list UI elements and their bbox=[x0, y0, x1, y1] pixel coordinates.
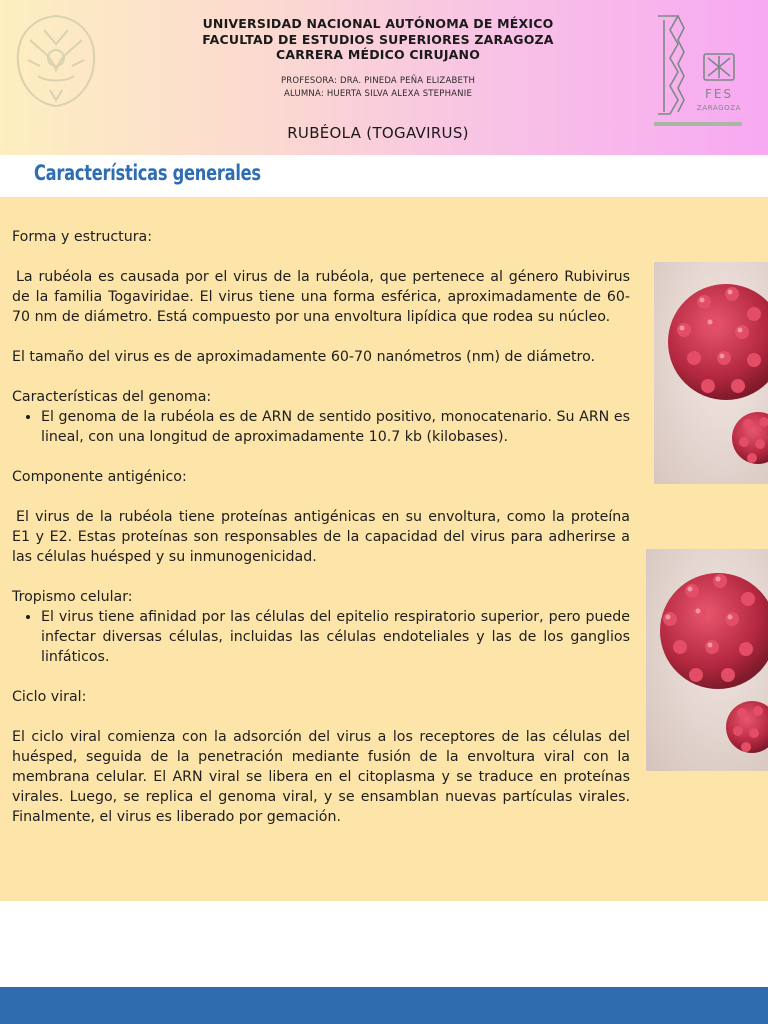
header-banner bbox=[0, 0, 768, 155]
tropismo-bullet: • El virus tiene afinidad por las células del epitelio respiratorio superior, pero puede infectar diversas células, incluidas las células endoteliales y las de los ganglios linfáticos. bbox=[41, 607, 630, 667]
antigenico-heading: Componente antigénico: bbox=[12, 469, 187, 485]
forma-paragraph-2: El tamaño del virus es de aproximadamente 60-70 nanómetros (nm) de diámetro. bbox=[12, 349, 596, 365]
university-name: UNIVERSIDAD NACIONAL AUTÓNOMA DE MÉXICO bbox=[202, 16, 554, 31]
logo-zaragoza-text: ZARAGOZA bbox=[696, 104, 742, 112]
ciclo-paragraph: El ciclo viral comienza con la adsorción del virus a los receptores de las células del huésped, seguida de la penetración mediante fusión de la envoltura viral con la membrana celular. El ARN viral se libera en el citoplasma y se traduce en proteínas virales. Luego, se replica el genoma viral, y se ensamblan nuevas partículas virales. Finalmente, el virus es liberado por gemación. bbox=[12, 729, 630, 825]
content-panel bbox=[0, 197, 768, 901]
genoma-bullet: • El genoma de la rubéola es de ARN de sentido positivo, monocatenario. Su ARN es lineal, con una longitud de aproximadamente 10.7 kb (kilobases). bbox=[41, 407, 630, 447]
forma-paragraph-1: La rubéola es causada por el virus de la rubéola, que pertenece al género Rubivirus de la familia Togaviridae. El virus tiene una forma esférica, aproximadamente de 60-70 nm de diámetro. Está compuesto por una envoltura lipídica que rodea su núcleo. bbox=[12, 269, 630, 325]
genoma-heading: Características del genoma: bbox=[12, 389, 212, 405]
section-title: Características generales bbox=[34, 161, 261, 185]
fes-zaragoza-logo-icon bbox=[648, 12, 748, 130]
unam-crest-icon bbox=[10, 10, 102, 110]
staff-block bbox=[140, 75, 616, 101]
forma-heading: Forma y estructura: bbox=[12, 229, 153, 245]
antigenico-paragraph: El virus de la rubéola tiene proteínas antigénicas en su envoltura, como la proteína E1 y E2. Estas proteínas son responsables de la capacidad del virus para adherirse a las células huésped y su inmunogenicidad. bbox=[12, 509, 630, 565]
footer-bar bbox=[0, 987, 768, 1024]
body-text bbox=[12, 227, 630, 827]
faculty-name: FACULTAD DE ESTUDIOS SUPERIORES ZARAGOZA bbox=[202, 31, 554, 47]
section-header bbox=[0, 155, 768, 197]
tropismo-list bbox=[12, 607, 630, 667]
virus-illustration-1 bbox=[654, 262, 768, 484]
career-name: CARRERA MÉDICO CIRUJANO bbox=[275, 47, 481, 62]
page-title: RUBÉOLA (TOGAVIRUS) bbox=[287, 124, 469, 142]
tropismo-heading: Tropismo celular: bbox=[12, 589, 133, 605]
professor-name: PROFESORA: DRA. PINEDA PEÑA ELIZABETH bbox=[280, 75, 476, 86]
institution-block bbox=[140, 16, 616, 101]
genoma-list bbox=[12, 407, 630, 447]
virus-illustration-2 bbox=[646, 549, 768, 771]
logo-fes-text: FES bbox=[704, 87, 734, 101]
ciclo-heading: Ciclo viral: bbox=[12, 689, 87, 705]
student-name: ALUMNA: HUERTA SILVA ALEXA STEPHANIE bbox=[283, 88, 473, 99]
